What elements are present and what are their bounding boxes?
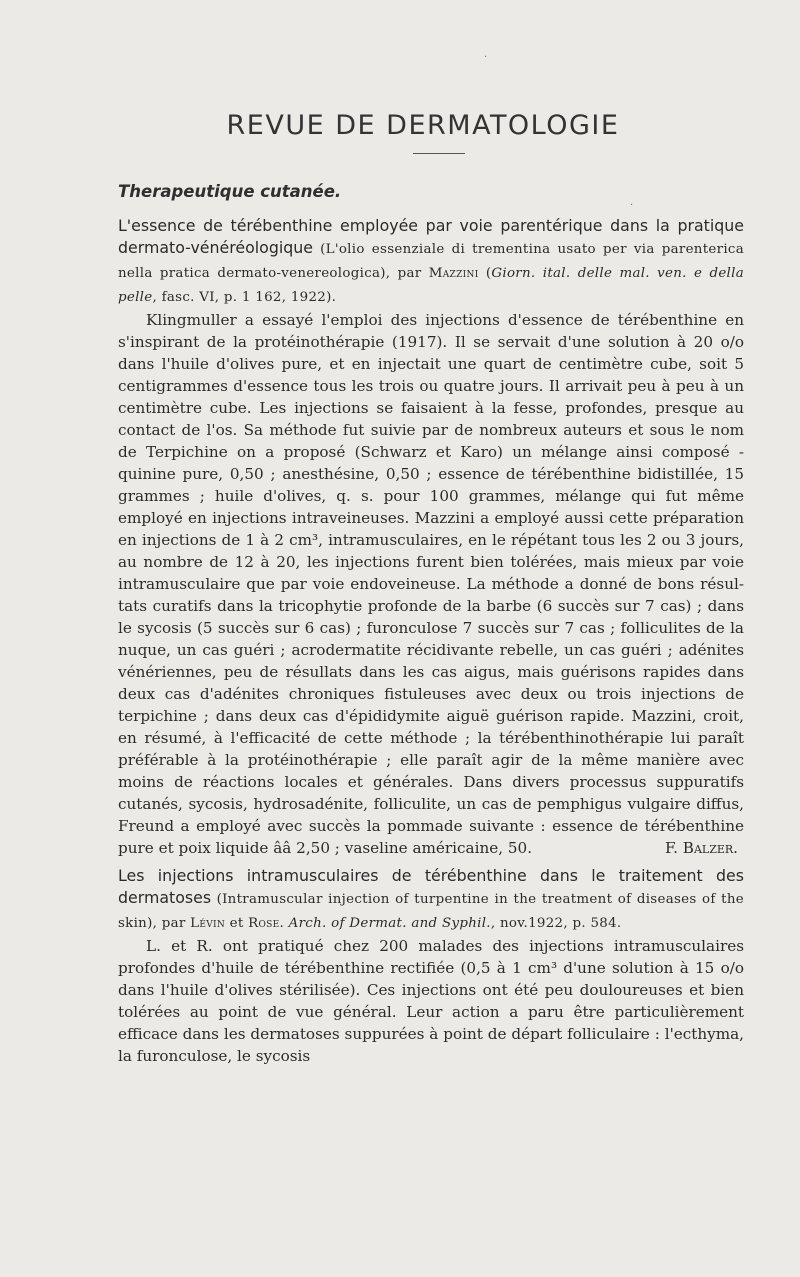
reference-separator: . bbox=[279, 916, 289, 931]
article-body bbox=[118, 935, 744, 1067]
title-rule bbox=[413, 153, 465, 154]
reference-prefix: (L'olio essenziale di trementina usato per via parenterica nella pratica dermato-venereologica), par bbox=[118, 242, 744, 281]
article-title: L'essence de térébenthine employée par voie parentérique dans la pratique dermato-vénéréologique bbox=[118, 216, 744, 257]
author-name: Lévin bbox=[190, 916, 226, 931]
article-body-text: Klingmuller a essayé l'emploi des injections d'essence de térébenthine en s'inspirant de la protéinothérapie (1917). Il se servait d'une solution à 20 o/o dans l'huile d'olives pure, et en injectait une quart de centimètre cube, soit 5 centigrammes d'essence tous les trois ou quatre jours. Il arrivait peu à peu à un centimètre cube. Les injections se faisaient à la fesse, profondes, presque au contact de l'os. Sa méthode fut suivie par de nombreux auteurs et sous le nom de Terpichine on a proposé (Schwarz et Karo) un mélange ainsi composé - quinine pure, 0,50 ; anesthésine, 0,50 ; essence de térébenthine bidistillée, 15 grammes ; huile d'olives, q. s. pour 100 grammes, mélange qui fut même employé en injections intraveineuses. Mazzini a employé aussi cette préparation en injections de 1 à 2 cm³, intramusculaires, en le répétant tous les 2 ou 3 jours, au nombre de 12 à 20, les injections furent bien tolérées, mais mieux par voie intramusculaire que par voie endoveineuse. La méthode a donné de bons résultats curatifs dans la tricophytie profonde de la barbe (6 succès sur 7 cas) ; dans le sycosis (5 succès sur 6 cas) ; furonculose 7 succès sur 7 cas ; folliculites de la nuque, un cas guéri ; acrodermatite récidivante rebelle, un cas guéri ; adénites vénériennes, peu de résullats dans les cas aigus, mais guérisons rapides dans deux cas d'adénites chroniques fistuleuses avec deux ou trois injections de terpichine ; dans deux cas d'épididymite aiguë guérison rapide. Mazzini, croit, en résumé, à l'efficacité de cette méthode ; la térébenthinothérapie lui paraît préférable à la protéinothérapie ; elle paraît agir de la même manière avec moins de réactions locales et générales. Dans divers processus suppuratifs cutanés, sycosis, hydrosadénite, folliculite, un cas de pemphigus vulgaire diffus, Freund a employé avec succès la pommade suivante : essence de térébenthine pure et poix liquide ââ 2,50 ; vaseline américaine, 50. bbox=[118, 311, 744, 857]
print-speck: · bbox=[630, 200, 634, 211]
signature: F. Balzer. bbox=[664, 839, 738, 857]
reference-and: et bbox=[225, 916, 249, 931]
article-body-text: L. et R. ont pratiqué chez 200 malades des injections intramusculaires profondes d'huile de térébenthine rectifiée (0,5 à 1 cm³ d'une solution à 15 o/o dans l'huile d'olives stérilisée). Ces injections ont été peu douloureuses et bien tolérées au point de vue général. Leur action a paru être particulièrement efficace dans les dermatoses suppurées à point de départ folliculaire : l'ecthyma, la furonculose, le sycosis bbox=[118, 937, 744, 1065]
journal-citation: Arch. of Dermat. and Syphil. bbox=[288, 916, 491, 931]
print-speck: · bbox=[484, 52, 488, 63]
article-body bbox=[118, 309, 744, 859]
article-levin-rose bbox=[118, 865, 744, 1067]
reference-suffix: , nov.1922, p. 584. bbox=[490, 916, 622, 931]
author-name: Mazzini bbox=[428, 266, 479, 281]
author-name: Rose bbox=[248, 916, 280, 931]
article-title: Les injections intramusculaires de térébenthine dans le traitement des dermatoses bbox=[118, 866, 744, 907]
section-heading: Therapeutique cutanée. bbox=[118, 182, 342, 201]
journal-citation: Giorn. ital. delle mal. ven. e della pelle bbox=[118, 266, 744, 305]
reference-suffix: , fasc. VI, p. 1 162, 1922). bbox=[152, 290, 337, 305]
journal-title: REVUE DE DERMATOLOGIE bbox=[226, 110, 620, 141]
reference-prefix: (Intramuscular injection of turpentine in the treatment of diseases of the skin), par bbox=[118, 892, 744, 931]
article-reference: L'essence de térébenthine employée par voie parentérique dans la pratique dermato-vénéréologique (L'olio essenziale di trementina usato per via parenterica nella pratica dermato-venereologica), par Mazzini (Giorn. ital. delle mal. ven. e della pelle, fasc. VI, p. 1 162, 1922). bbox=[118, 216, 744, 305]
article-mazzini bbox=[118, 215, 744, 859]
article-reference bbox=[118, 865, 744, 935]
